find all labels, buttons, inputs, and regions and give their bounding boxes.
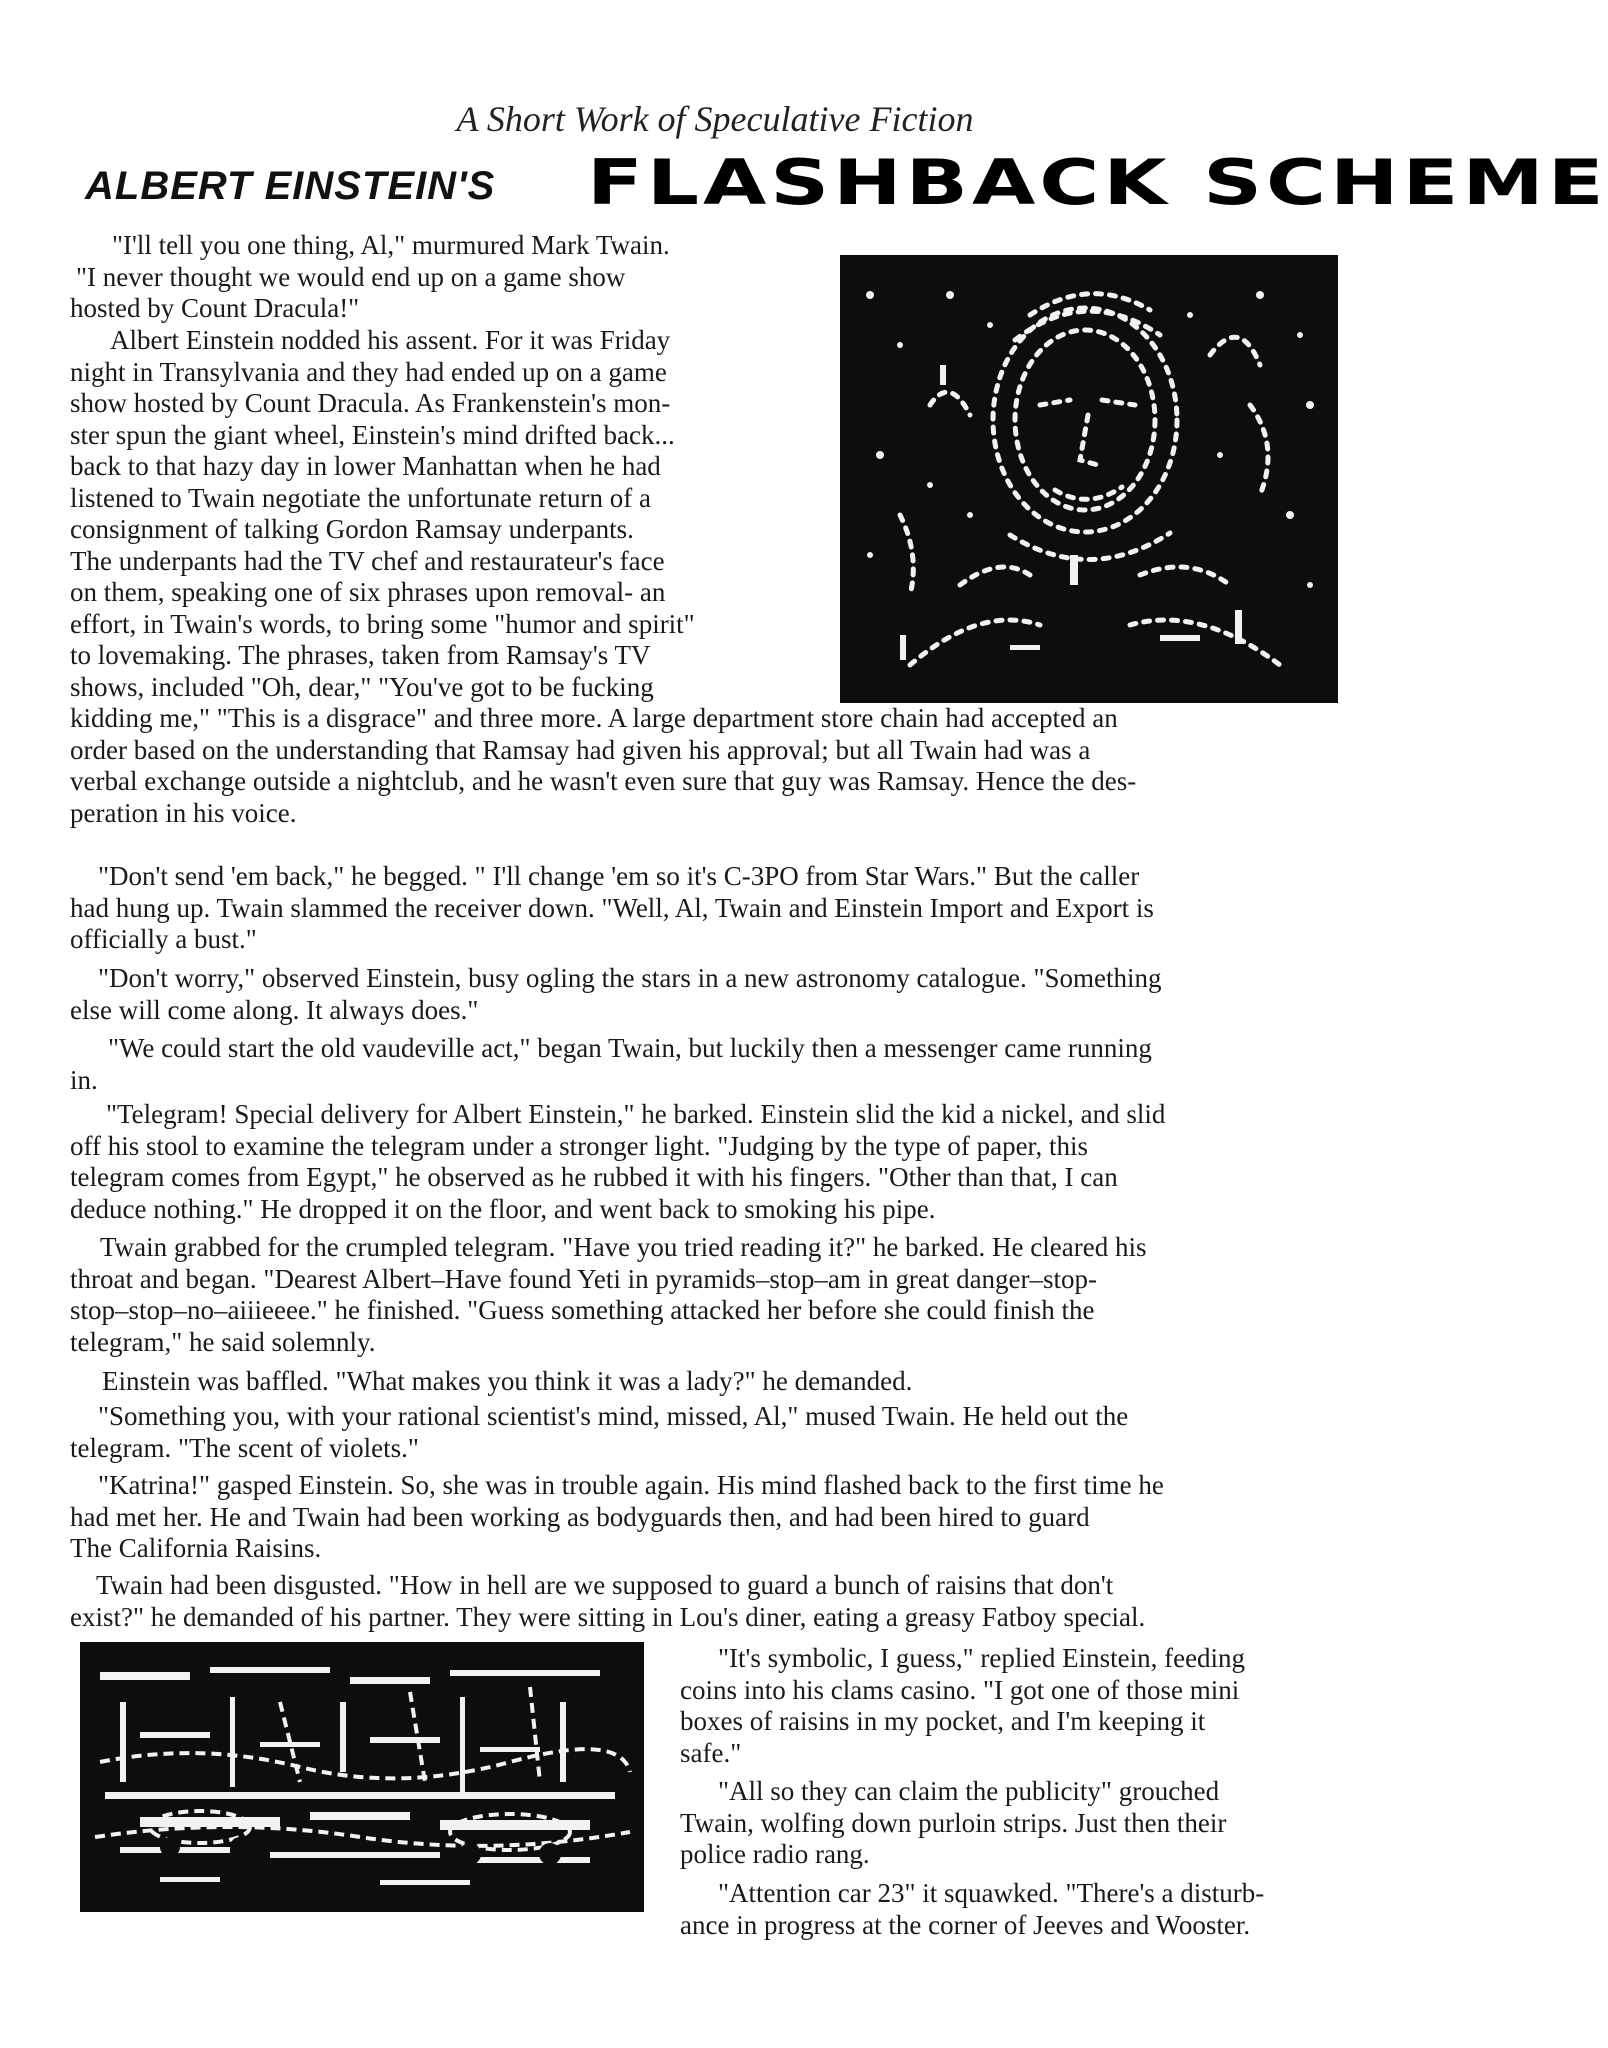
paragraph-line: "It's symbolic, I guess," replied Einstein, feeding [718,1643,1246,1673]
paragraph-line: boxes of raisins in my pocket, and I'm keeping it [680,1706,1206,1736]
paragraph-line: back to that hazy day in lower Manhattan when he had [70,451,661,481]
paragraph-line: "I never thought we would end up on a game show [76,261,626,292]
paragraph-line: Einstein was baffled. "What makes you think it was a lady?" he demanded. [102,1366,913,1396]
paragraph-line: off his stool to examine the telegram under a stronger light. "Judging by the type of paper, this [70,1130,1088,1161]
paragraph-line: "Don't send 'em back," he begged. " I'll change 'em so it's C-3PO from Star Wars." But the caller [98,861,1140,891]
subtitle: A Short Work of Speculative Fiction [456,99,974,139]
paragraph-14 [680,1878,1264,1941]
paragraph-11 [70,1570,1145,1633]
paragraph-line: Twain had been disgusted. "How in hell are we supposed to guard a bunch of raisins that don't [96,1570,1114,1600]
paragraph-line: hosted by Count Dracula!" [70,293,360,323]
paragraph-line: deduce nothing." He dropped it on the floor, and went back to smoking his pipe. [70,1193,936,1224]
paragraph-line: coins into his clams casino. "I got one of those mini [680,1674,1240,1705]
paragraph-6 [70,1099,1165,1225]
paragraph-line: "Katrina!" gasped Einstein. So, she was in trouble again. His mind flashed back to the first time he [98,1470,1164,1500]
story-title [85,146,1608,230]
paragraph-line: exist?" he demanded of his partner. They were sitting in Lou's diner, eating a greasy Fatboy special. [70,1601,1146,1632]
paragraph-10 [70,1470,1164,1565]
paragraph-13 [680,1776,1226,1871]
paragraph-line: "Telegram! Special delivery for Albert Einstein," he barked. Einstein slid the kid a nickel, and slid [106,1099,1166,1129]
paragraph-line: telegram comes from Egypt," he observed as he rubbed it with his fingers. "Other than that, I can [70,1162,1118,1192]
paragraph-line: effort, in Twain's words, to bring some "humor and spirit" [70,608,695,639]
paragraph-line: on them, speaking one of six phrases upon removal- an [70,577,666,607]
title-main-part: FLASHBACK SCHEME [587,146,1608,219]
paragraph-line: had hung up. Twain slammed the receiver down. "Well, Al, Twain and Einstein Import and Export is [70,892,1154,923]
paragraph-8 [70,1366,912,1398]
paragraph-line: "All so they can claim the publicity" grouched [718,1776,1220,1806]
paragraph-line: "I'll tell you one thing, Al," murmured Mark Twain. [112,230,670,260]
paragraph-7 [70,1232,1146,1358]
paragraph-line: Twain, wolfing down purloin strips. Just then their [680,1807,1227,1838]
paragraph-line: consignment of talking Gordon Ramsay underpants. [70,514,634,544]
paragraph-line: kidding me," "This is a disgrace" and three more. A large department store chain had accepted an [70,703,1118,733]
paragraph-line: "Something you, with your rational scientist's mind, missed, Al," mused Twain. He held out the [98,1401,1129,1431]
paragraph-line: ster spun the giant wheel, Einstein's mind drifted back... [70,419,675,450]
paragraph-line: The underpants had the TV chef and restaurateur's face [70,545,665,576]
paragraph-line: verbal exchange outside a nightclub, and he wasn't even sure that guy was Ramsay. Hence the des- [70,766,1137,796]
paragraph-line: listened to Twain negotiate the unfortunate return of a [70,482,651,513]
paragraph-line: shows, included "Oh, dear," "You've got to be fucking [70,671,654,702]
paragraph-line: throat and began. "Dearest Albert–Have found Yeti in pyramids–stop–am in great danger–stop- [70,1263,1098,1294]
paragraph-line: stop–stop–no–aiiieeee." he finished. "Guess something attacked her before she could finish the [70,1295,1095,1325]
street-scene-illustration-art [80,1642,644,1912]
paragraph-line: The California Raisins. [70,1533,322,1563]
paragraph-12 [680,1643,1245,1769]
paragraph-line: in. [70,1064,98,1095]
paragraph-line: to lovemaking. The phrases, taken from Ramsay's TV [70,640,651,670]
paragraph-line: Twain grabbed for the crumpled telegram. "Have you tried reading it?" he barked. He cleared his [100,1232,1147,1262]
paragraph-line: else will come along. It always does." [70,994,479,1025]
paragraph-3 [70,861,1154,956]
paragraph-line: "We could start the old vaudeville act," began Twain, but luckily then a messenger came running [108,1033,1152,1063]
paragraph-2 [70,325,1136,829]
paragraph-4 [70,963,1162,1026]
paragraph-line: police radio rang. [680,1839,870,1869]
paragraph-line: night in Transylvania and they had ended up on a game [70,356,667,387]
paragraph-line: show hosted by Count Dracula. As Frankenstein's mon- [70,388,671,418]
paragraph-line: telegram. "The scent of violets." [70,1432,419,1463]
paragraph-line: peration in his voice. [70,797,297,828]
paragraph-line: ance in progress at the corner of Jeeves and Wooster. [680,1909,1251,1940]
title-author-part: ALBERT EINSTEIN'S [85,164,496,208]
paragraph-line: had met her. He and Twain had been working as bodyguards then, and had been hired to guard [70,1501,1090,1532]
paragraph-line: "Attention car 23" it squawked. "There's a disturb- [718,1878,1265,1908]
paragraph-line: "Don't worry," observed Einstein, busy ogling the stars in a new astronomy catalogue. "Something [98,963,1162,993]
paragraph-9 [70,1401,1128,1464]
paragraph-5 [70,1033,1152,1096]
paragraph-line: Albert Einstein nodded his assent. For it was Friday [110,325,671,355]
paragraph-line: order based on the understanding that Ramsay had given his approval; but all Twain had was a [70,734,1091,765]
paragraph-line: safe." [680,1737,742,1768]
paragraph-line: officially a bust." [70,924,257,954]
paragraph-1 [70,230,670,325]
street-scene-illustration [80,1642,644,1912]
paragraph-line: telegram," he said solemnly. [70,1326,376,1357]
